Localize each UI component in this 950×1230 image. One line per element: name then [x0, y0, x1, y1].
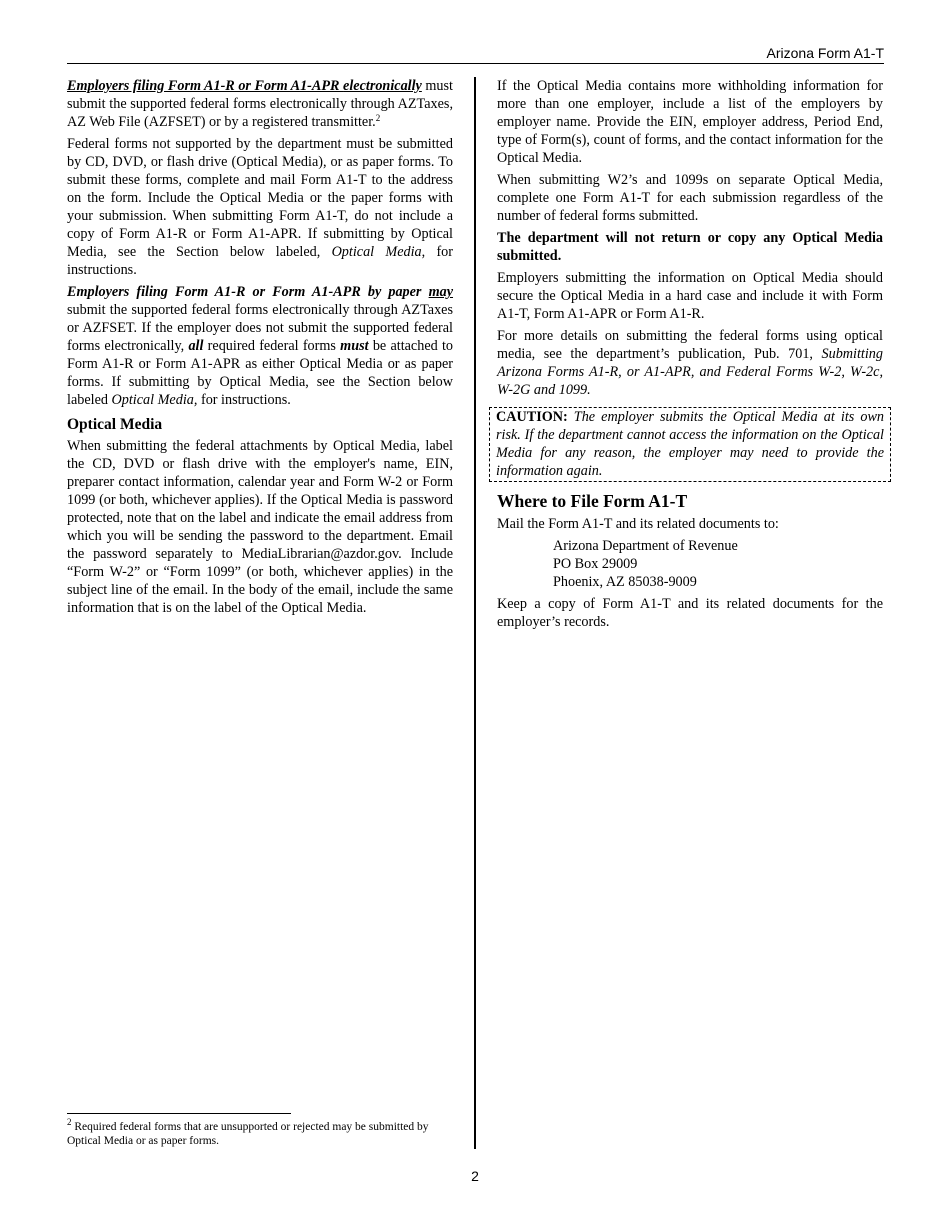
paper-filing-text-2: required federal forms	[203, 338, 341, 354]
page-header	[67, 45, 884, 64]
all-emphasis: all	[188, 338, 204, 354]
publication-paragraph	[497, 327, 883, 399]
unsupported-forms-text-end: , for instructions.	[67, 244, 453, 278]
optical-media-reference-2: Optical Media,	[111, 392, 198, 408]
page-number: 2	[471, 1168, 479, 1184]
optical-media-paragraph: When submitting the federal attachments by Optical Media, label the CD, DVD or flash drive with the employer's name, EIN, preparer contact information, calendar year and Form W-2 or Form 1099 (or both, whichever applies). If the Optical Media is password protected, note that on the label and indicate the email address from which you will be sending the password to the department. Email the password separately to MediaLibrarian@azdor.gov. Include “Form W-2” or “Form 1099” (or both, whichever applies) in the subject line of the email. In the body of the email, include the same information that is on the label of the Optical Media.	[67, 438, 453, 616]
address-line-po-box: PO Box 29009	[553, 556, 638, 572]
publication-title: Submitting Arizona Forms A1-R, or A1-APR, and Federal Forms W-2, W-2c, W-2G and 1099.	[497, 346, 883, 398]
caution-label: CAUTION:	[496, 409, 568, 425]
electronically-emphasis: electronically	[343, 78, 422, 94]
caution-box	[489, 407, 891, 482]
footnote-text: Required federal forms that are unsupported or rejected may be submitted by Optical Media or as paper forms.	[67, 1121, 429, 1147]
footnote-reference: 2	[375, 113, 381, 123]
paper-filing-text-4: for instructions.	[197, 392, 291, 408]
must-emphasis: must	[340, 338, 369, 354]
address-line-agency: Arizona Department of Revenue	[553, 538, 738, 554]
mail-instruction: Mail the Form A1-T and its related documents to:	[497, 516, 779, 532]
separate-media-paragraph: When submitting W2’s and 1099s on separate Optical Media, complete one Form A1-T for each submission regardless of the number of federal forms submitted.	[497, 172, 883, 224]
paper-filing-text: submit the supported federal forms electronically through AZTaxes or AZFSET. If the employer does not submit the supported federal forms electronically,	[67, 302, 453, 354]
electronic-filing-lead: Employers filing Form A1-R or Form A1-APR	[67, 78, 344, 94]
form-title: Arizona Form A1-T	[766, 45, 884, 61]
electronic-filing-text: must submit the supported federal forms electronically through AZTaxes, AZ Web File (AZFSET) or by a registered transmitter.	[67, 78, 453, 130]
where-to-file-heading: Where to File Form A1-T	[497, 491, 688, 511]
secure-media-paragraph: Employers submitting the information on Optical Media should secure the Optical Media in a hard case and include it with Form A1-T, Form A1-APR or Form A1-R.	[497, 270, 883, 322]
column-divider	[474, 77, 476, 1149]
may-emphasis: may	[428, 284, 454, 300]
address-line-city: Phoenix, AZ 85038-9009	[553, 574, 697, 590]
footnote-rule	[67, 1113, 291, 1114]
paper-filing-lead: Employers filing Form A1-R or Form A1-APR by paper	[67, 284, 422, 300]
paper-filing-paragraph	[67, 283, 453, 409]
unsupported-forms-text: Federal forms not supported by the department must be submitted by CD, DVD, or flash drive (Optical Media), or as paper forms. To submit these forms, complete and mail Form A1-T to the address on the form. Include the Optical Media or the paper forms with your submission. When submitting Form A1-T, do not include a copy of Form A1-R or Form A1-APR. If submitting by Optical Media, see the Section below labeled,	[67, 136, 453, 260]
footnote	[67, 1117, 453, 1148]
multiple-employers-paragraph: If the Optical Media contains more withholding information for more than one employer, include a list of the employers by employer name. Provide the EIN, employer address, Period End, type of Form(s), count of forms, and the contact information for the Optical Media.	[497, 78, 883, 166]
caution-text: The employer submits the Optical Media at its own risk. If the department cannot access the information on the Optical Media for any reason, the employer may need to provide the information again.	[496, 409, 884, 479]
optical-media-heading: Optical Media	[67, 416, 163, 433]
footnote-number: 2	[67, 1117, 72, 1127]
records-instruction: Keep a copy of Form A1-T and its related documents for the employer’s records.	[497, 596, 883, 630]
mailing-address	[497, 537, 883, 591]
publication-text: For more details on submitting the federal forms using optical media, see the department’s publication, Pub. 701,	[497, 328, 883, 362]
electronic-filing-paragraph	[67, 77, 453, 131]
right-column	[497, 77, 883, 635]
left-column	[67, 77, 453, 621]
optical-media-reference: Optical Media	[331, 244, 422, 260]
no-return-notice: The department will not return or copy any Optical Media submitted.	[497, 230, 883, 264]
unsupported-forms-paragraph	[67, 135, 453, 279]
paper-filing-text-3: be attached to Form A1-R or Form A1-APR as either Optical Media or as paper forms. If submitting by Optical Media, see the Section below labeled	[67, 338, 453, 408]
